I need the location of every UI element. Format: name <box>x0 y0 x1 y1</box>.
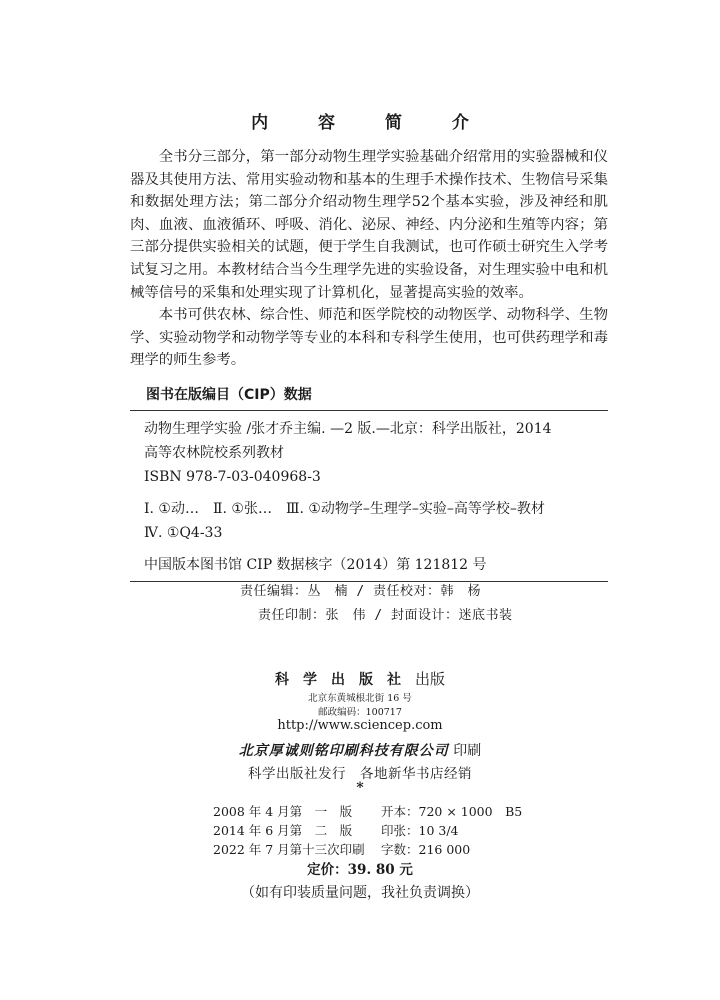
summary-body <box>130 146 608 372</box>
publisher-address-block <box>0 692 720 720</box>
cip-title-line: 动物生理学实验 /张才乔主编. —2 版.—北京：科学出版社，2014 <box>144 421 552 437</box>
publisher-address: 北京东黄城根北街 16 号 <box>308 693 412 704</box>
summary-paragraph: 全书分三部分，第一部分动物生理学实验基础介绍常用的实验器械和仪器及其使用方法、常用实验动物和基本的生理手术操作技术、生物信号采集和数据处理方法；第二部分介绍动物生理学52个基本实验，涉及神经和肌肉、血液、血液循环、呼吸、消化、泌尿、神经、内分泌和生殖等内容；第三部分提供实验相关的试题，便于学生自我测试，也可作硕士研究生入学考试复习之用。本教材结合当今生理学先进的实验设备，对生理实验中电和机械等信号的采集和处理实现了计算机化，显著提高实验的效率。 <box>130 149 608 301</box>
edition-row <box>213 802 522 821</box>
quality-note: （如有印装质量问题，我社负责调换） <box>241 885 479 901</box>
edition-spec: 印张：10 3/4 <box>381 823 459 838</box>
edition-date: 2014 年 6 月第 二 版 <box>213 823 353 838</box>
price: 定价：39. 80 元 <box>307 862 413 878</box>
credits <box>240 580 512 628</box>
cip-series-line: 高等农林院校系列教材 <box>144 445 284 461</box>
printer-line <box>0 740 720 760</box>
credits-editors: 责任编辑：丛 楠 / 责任校对：韩 杨 <box>240 584 481 599</box>
edition-row <box>213 821 522 840</box>
edition-spec: 开本：720 × 1000 B5 <box>381 804 523 819</box>
summary-title: 内 容 简 介 <box>251 113 491 133</box>
publisher-line <box>0 668 720 689</box>
credits-production: 责任印制：张 伟 / 封面设计：迷底书装 <box>258 608 513 623</box>
publisher-url: http://www.sciencep.com <box>277 718 443 733</box>
cip-classification-code: Ⅳ. ①Q4-33 <box>144 525 223 541</box>
cip-record-number: 中国版本图书馆 CIP 数据核字（2014）第 121812 号 <box>144 557 487 573</box>
printer-suffix: 印刷 <box>448 743 482 759</box>
edition-row <box>213 840 522 859</box>
printer-name: 北京厚诚则铭印刷科技有限公司 <box>238 743 449 759</box>
summary-paragraph: 本书可供农林、综合性、师范和医学院校的动物医学、动物科学、生物学、实验动物学和动物学等专业的本科和专科学生使用，也可供药理学和毒理学的师生参考。 <box>130 307 608 369</box>
cip-block <box>130 384 608 582</box>
cip-heading: 图书在版编目（CIP）数据 <box>130 384 608 411</box>
cip-isbn: ISBN 978-7-03-040968-3 <box>144 469 321 485</box>
cip-body <box>130 411 608 577</box>
separator-star: * <box>356 780 364 796</box>
edition-spec: 字数：216 000 <box>381 842 471 857</box>
distribution-line: 科学出版社发行 各地新华书店经销 <box>248 766 472 782</box>
publisher-suffix: 出版 <box>414 670 445 688</box>
edition-date: 2008 年 4 月第 一 版 <box>213 804 353 819</box>
edition-table <box>213 802 522 859</box>
cip-classification: Ⅰ. ①动… Ⅱ. ①张… Ⅲ. ①动物学–生理学–实验–高等学校–教材 <box>144 501 545 517</box>
publisher-name: 科学出版社 <box>274 672 415 688</box>
publisher-postcode: 邮政编码：100717 <box>318 707 402 718</box>
edition-date: 2022 年 7 月第十三次印刷 <box>213 842 365 857</box>
